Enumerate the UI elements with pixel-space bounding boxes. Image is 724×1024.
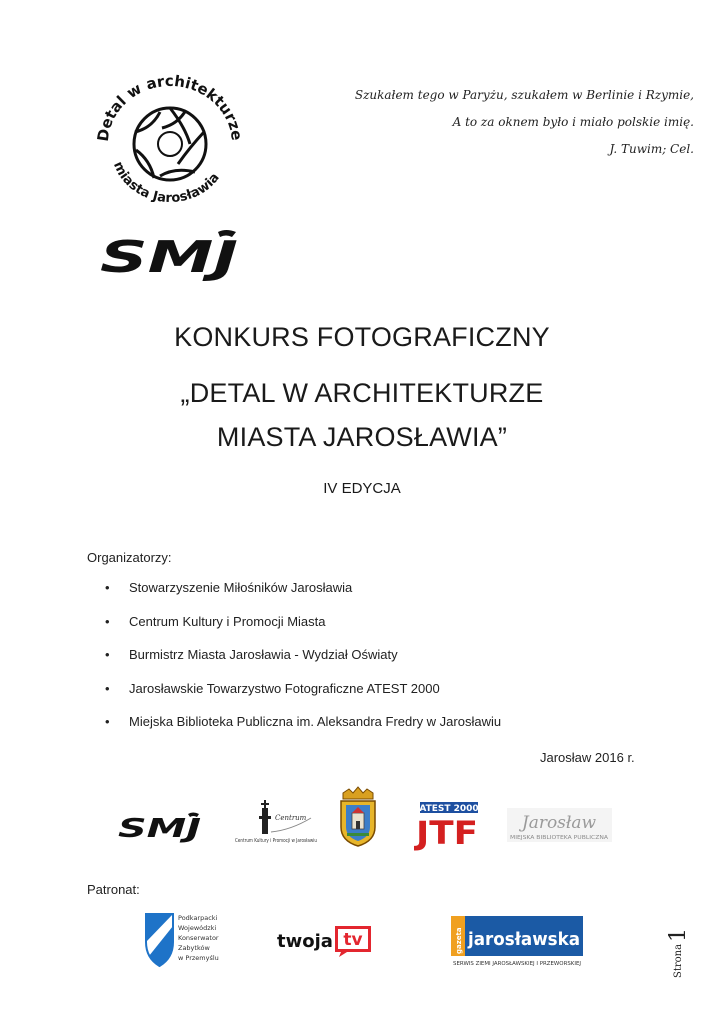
contest-title: KONKURS FOTOGRAFICZNY [174,322,550,352]
contest-subtitle-line-1: „DETAL W ARCHITEKTURZE [180,378,544,408]
atest-logo-text: ATEST 2000 [419,804,479,814]
centrum-kultury-logo [235,796,317,846]
quote-author: J. Tuwim; Cel. [609,142,694,156]
page-number-value: 1 [666,928,691,942]
wkz-logo [143,912,235,968]
tuwim-quote [274,82,694,163]
jaroslaw-coat-of-arms [337,787,379,847]
bullet: • [105,680,110,696]
list-item [87,714,501,748]
biblioteka-logo [507,806,612,846]
edition-label: IV EDYCJA [323,480,401,497]
patronat-heading: Patronat: [87,882,140,897]
biblioteka-logo-sub: MIEJSKA BIBLIOTEKA PUBLICZNA [510,835,609,841]
list-item [87,647,501,681]
organizer-name: Stowarzyszenie Miłośników Jarosławia [129,580,353,595]
gazeta-big-text: jarosławska [467,929,580,950]
smj-logo [100,228,240,281]
svg-text:Centrum: Centrum [275,814,307,822]
twoja-text: twoja [277,931,333,952]
organizers-heading: Organizatorzy: [87,550,172,565]
detal-aperture-icon [90,72,250,202]
quote-line-1: Szukałem tego w Paryżu, szukałem w Berlinie i Rzymie, [354,88,694,102]
svg-text:SMJ: SMJ [118,814,202,844]
list-item [87,614,501,648]
tv-text: tv [343,930,363,950]
detal-logo [90,72,250,202]
biblioteka-logo-name: Jarosław [521,813,597,833]
organizer-name: Jarosławskie Towarzystwo Fotograficzne ATEST 2000 [129,680,440,696]
page-label: Strona [673,943,684,978]
detal-ring-top-text: Detal w architekturze [93,72,247,143]
jtf-logo-text: JTF [413,814,478,852]
list-item [87,580,501,614]
contest-subtitle-line-2: MIASTA JAROSŁAWIA” [216,422,508,452]
bullet: • [105,647,110,662]
centrum-logo-text: Centrum Kultury i Promocji w Jarosławiu [235,838,317,844]
organizer-name: Burmistrz Miasta Jarosławia - Wydział Oświaty [129,647,398,662]
organizer-name: Miejska Biblioteka Publiczna im. Aleksandra Fredry w Jarosławiu [129,714,502,729]
atest-jtf-logo [413,802,480,852]
bullet: • [105,613,110,629]
organizers-list [87,580,501,748]
list-item [87,681,501,715]
organizer-name: Centrum Kultury i Promocji Miasta [129,613,326,629]
page-number [665,920,695,980]
detal-ring-bottom-text: miasta Jarosławia [110,159,223,202]
smj-logo-text: SMJ [100,232,238,283]
bullet: • [105,580,110,595]
place-date: Jarosław 2016 r. [540,750,635,765]
smj-logo-small [118,812,202,843]
quote-line-2: A to za oknem było i miało polskie imię. [452,115,694,129]
gazeta-small-text: gazeta [455,927,463,954]
gazeta-sub-text: SERWIS ZIEMI JAROSŁAWSKIEJ I PRZEWORSKIEJ [453,961,581,967]
twoja-tv-logo [275,922,373,958]
svg-text:Podkarpacki Wojewódzki: Podkarpacki Wojewódzki Konserwator Zabytków w Przemyślu [178,914,219,962]
gazeta-jaroslawska-logo [451,916,583,968]
bullet: • [105,714,110,729]
